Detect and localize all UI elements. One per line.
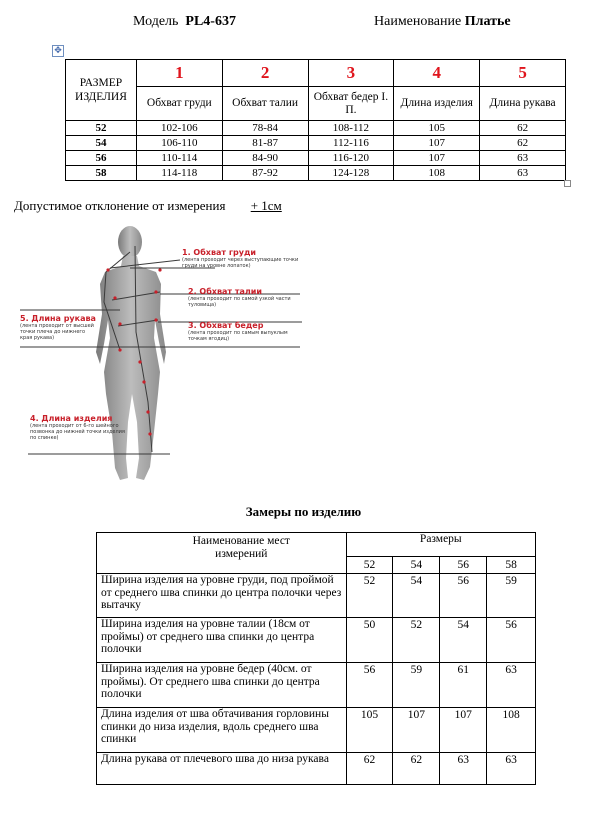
measurement-label: Ширина изделия на уровне бедер (40см. от проймы). От среднего шва спинки до центра полочки (97, 663, 347, 708)
name-label: Наименование (374, 14, 462, 29)
table-cell: 59 (487, 574, 536, 618)
table-cell: 63 (487, 753, 536, 785)
size-chart-table (65, 59, 566, 181)
tolerance-value: + 1см (250, 198, 282, 213)
size-corner-header: РАЗМЕР ИЗДЕЛИЯ (66, 60, 137, 121)
table-cell: 106-110 (136, 136, 222, 151)
table-cell: 63 (440, 753, 487, 785)
table-cell: 107 (440, 708, 487, 753)
table-cell: 63 (480, 166, 566, 181)
sizes-header: Размеры (346, 533, 535, 557)
table-cell: 107 (394, 136, 480, 151)
size-cell: 56 (66, 151, 137, 166)
table-move-handle-icon[interactable]: ✥ (52, 45, 64, 57)
column-number: 1 (136, 60, 222, 87)
column-number: 2 (222, 60, 308, 87)
table-cell: 105 (346, 708, 393, 753)
table-cell: 108 (487, 708, 536, 753)
table-cell: 63 (487, 663, 536, 708)
table-cell: 52 (393, 618, 440, 663)
table-row (66, 136, 566, 151)
table-row (66, 166, 566, 181)
tolerance-note (14, 198, 282, 214)
size-column-header: 52 (346, 557, 393, 574)
table-cell: 114-118 (136, 166, 222, 181)
measurement-label: Ширина изделия на уровне талии (18см от проймы) от среднего шва спинки до центра полочки (97, 618, 347, 663)
column-header: Длина изделия (394, 87, 480, 121)
tolerance-text: Допустимое отклонение от измерения (14, 198, 226, 213)
table-cell: 63 (480, 151, 566, 166)
body-measurement-figure (20, 222, 310, 487)
table-cell: 62 (346, 753, 393, 785)
table-cell: 59 (393, 663, 440, 708)
label-hips: 3. Обхват бедер (лента проходит по самым выпуклым точкам ягодиц) (188, 321, 288, 342)
measurement-name-header: Наименование мест измерений (97, 533, 347, 574)
table-cell: 62 (480, 136, 566, 151)
table-cell: 56 (440, 574, 487, 618)
label-sleeve-length: 5. Длина рукава (лента проходит от высшей точки плеча до нижнего края рукава) (20, 314, 96, 341)
size-cell: 52 (66, 121, 137, 136)
table-cell: 107 (394, 151, 480, 166)
column-number: 3 (308, 60, 394, 87)
name-value: Платье (464, 14, 511, 29)
table-row (97, 574, 536, 618)
table-cell: 54 (440, 618, 487, 663)
label-waist: 2. Обхват талии (лента проходит по самой узкой части туловища) (188, 287, 291, 308)
table-cell: 78-84 (222, 121, 308, 136)
table-cell: 61 (440, 663, 487, 708)
product-name-header (374, 14, 511, 30)
table-cell: 112-116 (308, 136, 394, 151)
table-cell: 56 (346, 663, 393, 708)
measurement-label: Длина рукава от плечевого шва до низа рукава (97, 753, 347, 785)
size-column-header: 54 (393, 557, 440, 574)
table-cell: 81-87 (222, 136, 308, 151)
size-cell: 54 (66, 136, 137, 151)
table-cell: 108-112 (308, 121, 394, 136)
column-header: Обхват груди (136, 87, 222, 121)
table-row (97, 663, 536, 708)
table-cell: 108 (394, 166, 480, 181)
table-resize-handle[interactable] (564, 180, 571, 187)
table-row (66, 151, 566, 166)
label-chest: 1. Обхват груди (лента проходит через выступающие точки груди на уровне лопаток) (182, 248, 299, 269)
size-cell: 58 (66, 166, 137, 181)
table-cell: 54 (393, 574, 440, 618)
model-header (133, 14, 236, 30)
table-cell: 116-120 (308, 151, 394, 166)
table-cell: 110-114 (136, 151, 222, 166)
label-garment-length: 4. Длина изделия (лента проходит от 6-го шейного позвонка до нижней точки изделия по спинке) (30, 414, 125, 441)
table-row (97, 708, 536, 753)
model-label: Модель (133, 14, 179, 29)
table-cell: 84-90 (222, 151, 308, 166)
table-row (66, 121, 566, 136)
silhouette (96, 226, 166, 480)
column-number: 5 (480, 60, 566, 87)
column-header: Обхват бедер I. П. (308, 87, 394, 121)
table-cell: 56 (487, 618, 536, 663)
table-cell: 87-92 (222, 166, 308, 181)
table-cell: 50 (346, 618, 393, 663)
table-row (97, 618, 536, 663)
size-column-header: 58 (487, 557, 536, 574)
table-cell: 52 (346, 574, 393, 618)
table-cell: 107 (393, 708, 440, 753)
measurements-table (96, 532, 536, 785)
measurement-label: Длина изделия от шва обтачивания горловины спинки до низа изделия, вдоль среднего шва спинки (97, 708, 347, 753)
column-number: 4 (394, 60, 480, 87)
model-value: PL4-637 (185, 14, 236, 29)
table-cell: 102-106 (136, 121, 222, 136)
size-column-header: 56 (440, 557, 487, 574)
measurement-label: Ширина изделия на уровне груди, под проймой от среднего шва спинки до центра полочки через вытачку (97, 574, 347, 618)
table-cell: 62 (480, 121, 566, 136)
table-cell: 124-128 (308, 166, 394, 181)
column-header: Длина рукава (480, 87, 566, 121)
table-cell: 62 (393, 753, 440, 785)
table-cell: 105 (394, 121, 480, 136)
table-row (97, 753, 536, 785)
column-header: Обхват талии (222, 87, 308, 121)
section-title: Замеры по изделию (245, 504, 362, 519)
